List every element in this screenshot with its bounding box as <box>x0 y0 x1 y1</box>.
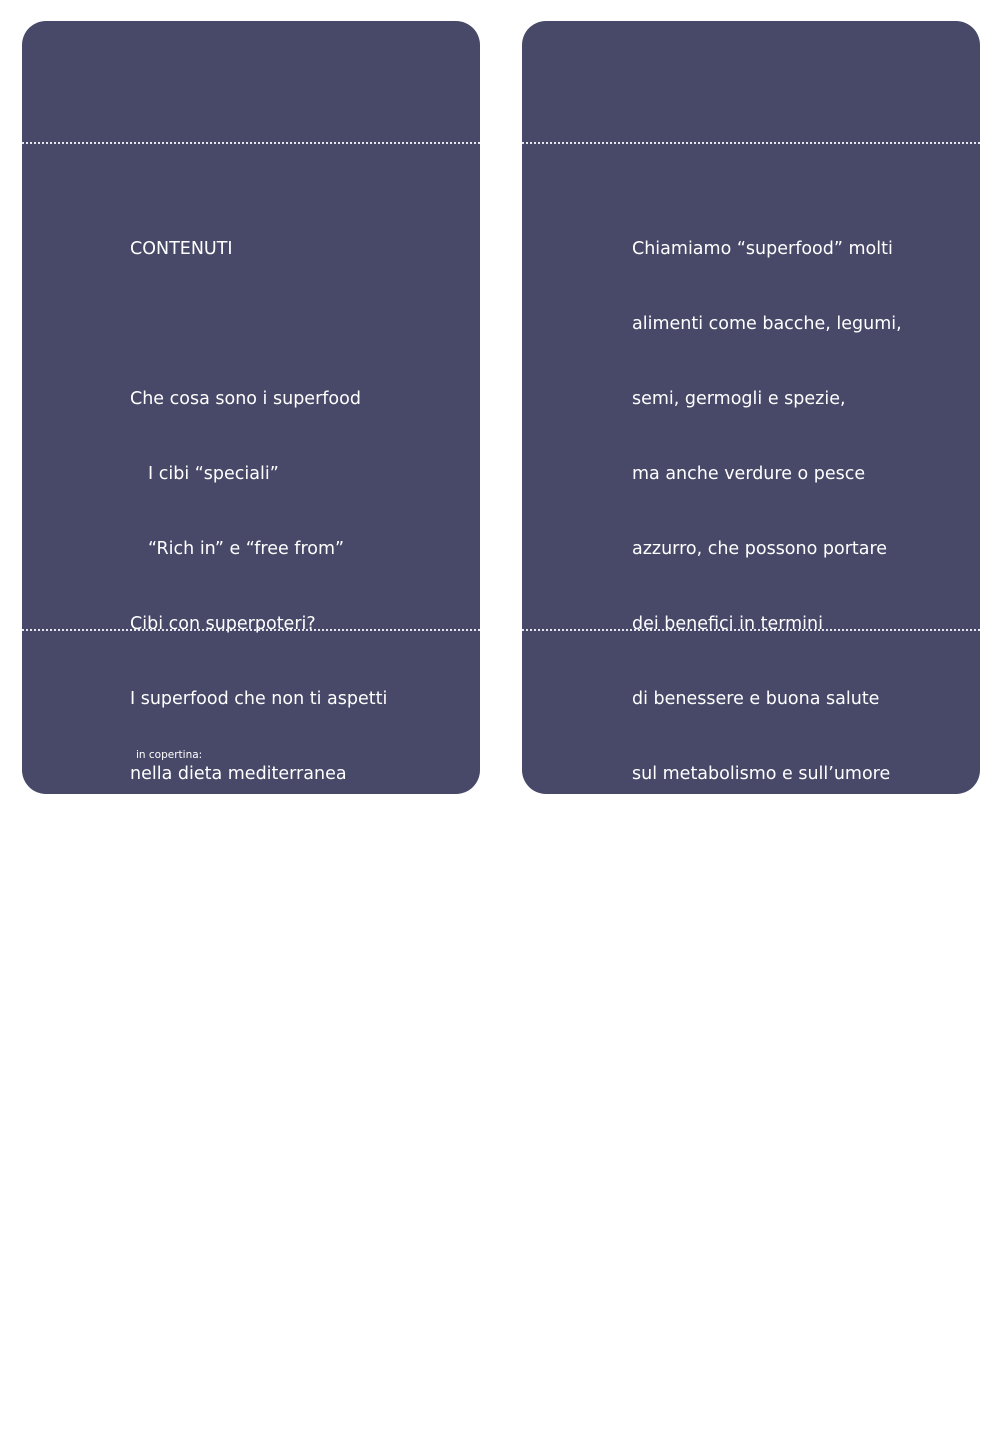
paragraph-line: di benessere e buona salute <box>632 689 880 709</box>
left-card <box>22 21 480 1309</box>
paragraph-line: riscoperto, valorizzato <box>632 1214 827 1234</box>
toc-item: “Rich in” e “free from” <box>148 539 345 559</box>
paragraph-line: che merita di essere <box>632 1139 811 1159</box>
paragraph-line: alimenti come bacche, legumi, <box>632 314 902 334</box>
paragraph-line: a portata di mano <box>632 1064 790 1084</box>
paragraph-line: Chiamiamo “superfood” molti <box>632 239 893 259</box>
food-item: Kefir <box>130 914 170 934</box>
toc-item: I superfood che non ti aspetti <box>130 689 388 709</box>
fold-line-top <box>22 142 480 144</box>
credits-label: in copertina: <box>136 749 203 761</box>
paragraph-line: azzurro, che possono portare <box>632 539 888 559</box>
food-item: Curcuma <box>130 1214 209 1234</box>
food-item: Zenzero <box>130 1289 202 1309</box>
food-item: Semi di chia <box>130 1064 238 1084</box>
toc-item: Cibi con superpoteri? <box>130 614 316 634</box>
paragraph-line: Per sentirsi bene ogni giorno. <box>632 1364 889 1384</box>
toc-item: Che cosa sono i superfood <box>130 389 361 409</box>
spacer <box>632 912 902 937</box>
fold-line-top <box>522 142 980 144</box>
description-text <box>632 187 902 1437</box>
paragraph-line: sul metabolismo e sull’umore <box>632 764 891 784</box>
paragraph-line: Un vero e proprio tesoro <box>632 989 846 1009</box>
credits-source: ©alicja neumiler / stock.adobe.com <box>136 797 324 809</box>
paragraph-line: ma anche verdure o pesce <box>632 464 866 484</box>
paragraph-line: semi, germogli e spezie, <box>632 389 846 409</box>
paragraph-line: della persona. <box>632 839 757 859</box>
toc-item: nella dieta mediterranea <box>130 764 347 784</box>
toc-item: I cibi “speciali” <box>148 464 279 484</box>
cover-credits <box>136 715 324 843</box>
paragraph-line: e sfruttato. <box>632 1289 730 1309</box>
contents-heading: CONTENUTI <box>130 239 233 259</box>
fold-line-bottom <box>522 629 980 631</box>
right-card <box>522 21 980 1384</box>
paragraph-line: dei benefici in termini <box>632 614 823 634</box>
spacer <box>130 312 387 337</box>
food-item: Semi di canapa <box>130 1139 265 1159</box>
fold-line-bottom <box>22 629 480 631</box>
food-item: Frutta secca <box>130 989 237 1009</box>
